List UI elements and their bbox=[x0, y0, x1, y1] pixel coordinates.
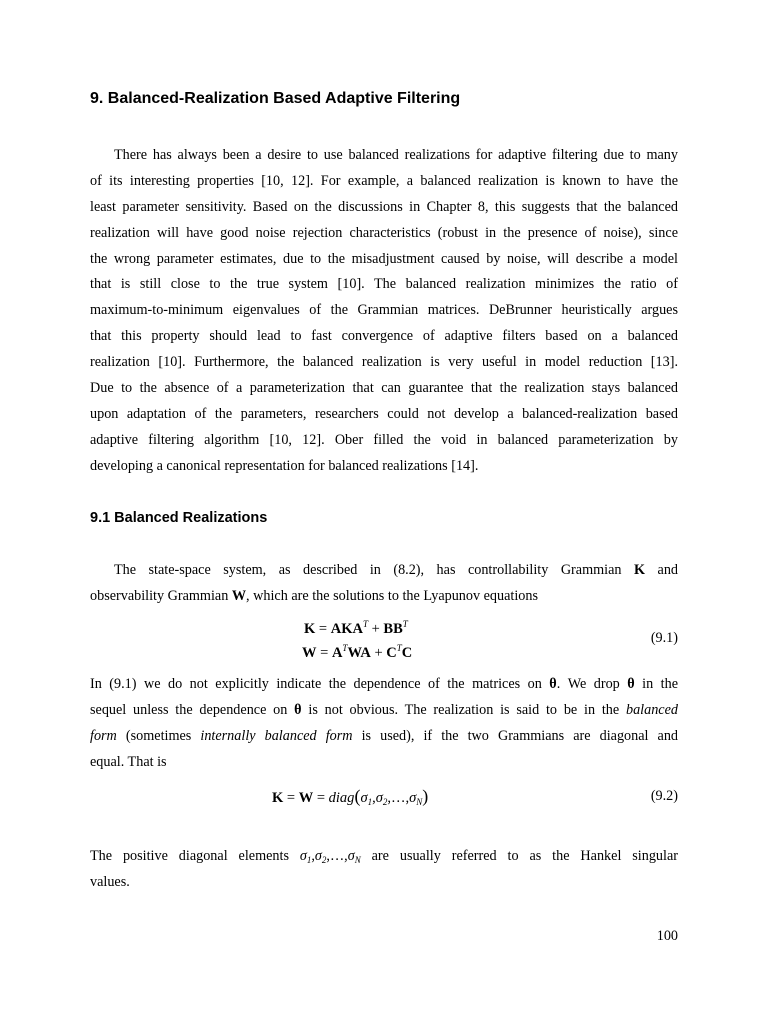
paragraph-line bbox=[90, 724, 678, 750]
paragraph-line: realization [10]. Furthermore, the balanced realization is very useful in model reduction [13]. bbox=[90, 354, 678, 371]
math-subscript: N bbox=[354, 855, 361, 865]
math-symbol: A bbox=[331, 645, 343, 661]
math-operator: , bbox=[311, 848, 315, 864]
math-subscript: N bbox=[416, 797, 423, 807]
paragraph-line: values. bbox=[90, 873, 130, 890]
equation-9-1-line-2 bbox=[302, 645, 412, 662]
math-subscript: 1 bbox=[306, 855, 312, 865]
paragraph-line bbox=[90, 584, 678, 610]
math-symbol: θ bbox=[294, 701, 302, 718]
math-subscript: 2 bbox=[321, 855, 327, 865]
equation-9-2 bbox=[272, 786, 428, 807]
balanced-form-paragraph bbox=[90, 672, 678, 776]
page-number: 100 bbox=[656, 928, 678, 944]
math-symbol: WA bbox=[347, 645, 371, 661]
paragraph-line: There has always been a desire to use balanced realizations for adaptive filtering due to many bbox=[114, 147, 678, 163]
subsection-title: 9.1 Balanced Realizations bbox=[90, 510, 268, 526]
math-symbol: σ bbox=[314, 848, 322, 864]
intro-paragraph bbox=[90, 143, 678, 480]
paragraph-line: least parameter sensitivity. Based on the discussions in Chapter 8, this suggests that the balanced bbox=[90, 198, 678, 215]
paragraph-line bbox=[90, 672, 678, 698]
math-symbol: AKA bbox=[330, 621, 363, 637]
math-symbol: BB bbox=[383, 621, 403, 637]
math-operator: + bbox=[367, 621, 384, 637]
math-function: diag bbox=[328, 790, 355, 806]
text-run-italic: balanced bbox=[625, 701, 678, 718]
math-superscript: T bbox=[362, 619, 368, 629]
math-subscript: 1 bbox=[367, 797, 373, 807]
paragraph-line: upon adaptation of the parameters, researchers could not develop a balanced-realization based bbox=[90, 405, 678, 422]
math-symbol: W bbox=[298, 790, 314, 806]
paragraph-line: adaptive filtering algorithm [10, 12]. Ober filled the void in balanced parameterization by bbox=[90, 431, 678, 448]
math-symbol: C bbox=[401, 645, 413, 661]
math-symbol: θ bbox=[549, 676, 557, 692]
text-run: are usually referred to as the Hankel singular bbox=[371, 848, 678, 864]
text-run: is used), if the two Grammians are diagonal and bbox=[361, 727, 678, 744]
math-symbol: σ bbox=[299, 848, 307, 864]
paragraph-line bbox=[90, 698, 678, 724]
equation-number: (9.2) bbox=[650, 788, 678, 804]
math-superscript: T bbox=[402, 619, 408, 629]
text-run-italic: form bbox=[90, 727, 117, 744]
section-title: 9. Balanced-Realization Based Adaptive Filtering bbox=[90, 90, 461, 107]
math-symbol: W bbox=[302, 645, 317, 661]
paragraph-line: that this property should lead to fast convergence of adaptive filters based on a balanced bbox=[90, 328, 678, 345]
math-operator: = bbox=[313, 790, 329, 806]
math-operator: = bbox=[283, 790, 299, 806]
text-run: is not obvious. The realization is said to be in the bbox=[308, 701, 620, 718]
text-run: (sometimes bbox=[125, 727, 192, 744]
math-operator: ,…, bbox=[387, 790, 410, 806]
grammian-paragraph bbox=[90, 558, 678, 610]
math-operator: , bbox=[372, 790, 376, 806]
math-symbol: σ bbox=[375, 790, 383, 806]
math-superscript: T bbox=[396, 643, 402, 653]
paragraph-line: that is still close to the true system [10]. The balanced realization minimizes the ratio of bbox=[90, 276, 678, 293]
paragraph-line: of its interesting properties [10, 12]. For example, a balanced realization is known to have the bbox=[90, 172, 678, 189]
text-run: and bbox=[657, 562, 678, 578]
math-paren: ) bbox=[422, 786, 429, 806]
math-symbol: K bbox=[272, 790, 284, 806]
math-symbol: σ bbox=[360, 790, 368, 806]
equation-number: (9.1) bbox=[650, 630, 678, 646]
math-operator: + bbox=[370, 645, 387, 661]
paragraph-line: developing a canonical representation for balanced realizations [14]. bbox=[90, 457, 479, 474]
paragraph-line bbox=[90, 558, 678, 584]
paragraph-line: realization will have good noise rejection characteristics (robust in the presence of noise), since bbox=[90, 224, 678, 241]
text-run: In (9.1) we do not explicitly indicate the dependence of the matrices on bbox=[90, 676, 542, 692]
text-run: sequel unless the dependence on bbox=[90, 701, 288, 718]
math-symbol: θ bbox=[627, 676, 635, 692]
text-run: . We drop bbox=[556, 676, 620, 692]
math-symbol: W bbox=[231, 587, 247, 604]
equation-9-1-line-1 bbox=[304, 621, 408, 638]
paragraph-line bbox=[90, 844, 678, 870]
math-paren: ( bbox=[354, 786, 361, 806]
math-subscript: 2 bbox=[382, 797, 388, 807]
math-symbol: σ bbox=[347, 848, 355, 864]
math-operator: = bbox=[316, 645, 332, 661]
math-operator: ,…, bbox=[326, 848, 348, 864]
paragraph-line: maximum-to-minimum eigenvalues of the Grammian matrices. DeBrunner heuristically argues bbox=[90, 302, 678, 319]
text-run: observability Grammian bbox=[90, 587, 229, 604]
text-run: , which are the solutions to the Lyapunov equations bbox=[246, 587, 539, 604]
text-run: in the bbox=[642, 676, 678, 692]
paragraph-line: equal. That is bbox=[90, 753, 167, 770]
hankel-paragraph bbox=[90, 844, 678, 896]
text-run: The positive diagonal elements bbox=[90, 848, 289, 864]
math-symbol: K bbox=[304, 621, 316, 637]
paragraph-line: Due to the absence of a parameterization that can guarantee that the realization stays balanced bbox=[90, 380, 678, 397]
text-run: The state-space system, as described in (8.2), has controllability Grammian bbox=[114, 562, 622, 578]
paragraph-line: the wrong parameter estimates, due to the misadjustment caused by noise, will describe a model bbox=[90, 250, 678, 267]
text-run-italic: internally balanced form bbox=[200, 727, 353, 744]
math-symbol: C bbox=[386, 645, 397, 661]
math-operator: = bbox=[315, 621, 331, 637]
math-symbol: K bbox=[633, 562, 646, 578]
math-superscript: T bbox=[342, 643, 348, 653]
math-symbol: σ bbox=[409, 790, 417, 806]
